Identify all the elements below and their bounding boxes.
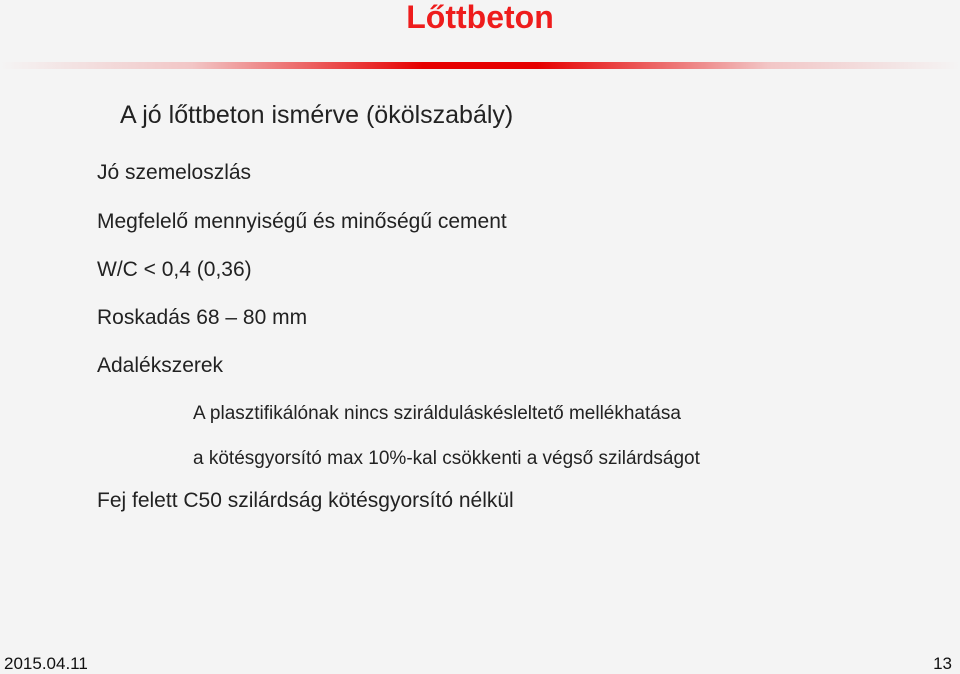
bullet-admixtures: Adalékszerek [97,354,224,377]
sub-bullet-plasticizer: A plasztifikálónak nincs szirálduláskésleltető mellékhatása [193,403,681,424]
sub-bullet-accelerator: a kötésgyorsító max 10%-kal csökkenti a végső szilárdságot [193,448,700,469]
bullet-cement: Megfelelő mennyiségű és minőségű cement [97,210,507,233]
bullet-grain-distribution: Jó szemeloszlás [97,161,252,184]
slide-subtitle: A jó lőttbeton ismérve (ökölszabály) [120,101,514,129]
bullet-wc-ratio: W/C < 0,4 (0,36) [97,258,252,281]
page-number: 13 [933,654,952,673]
title-divider [0,62,960,69]
bullet-overhead-strength: Fej felett C50 szilárdság kötésgyorsító nélkül [97,489,514,512]
slide-title: Lőttbeton [406,0,554,35]
footer-date: 2015.04.11 [4,654,88,673]
bullet-slump: Roskadás 68 – 80 mm [97,306,308,329]
